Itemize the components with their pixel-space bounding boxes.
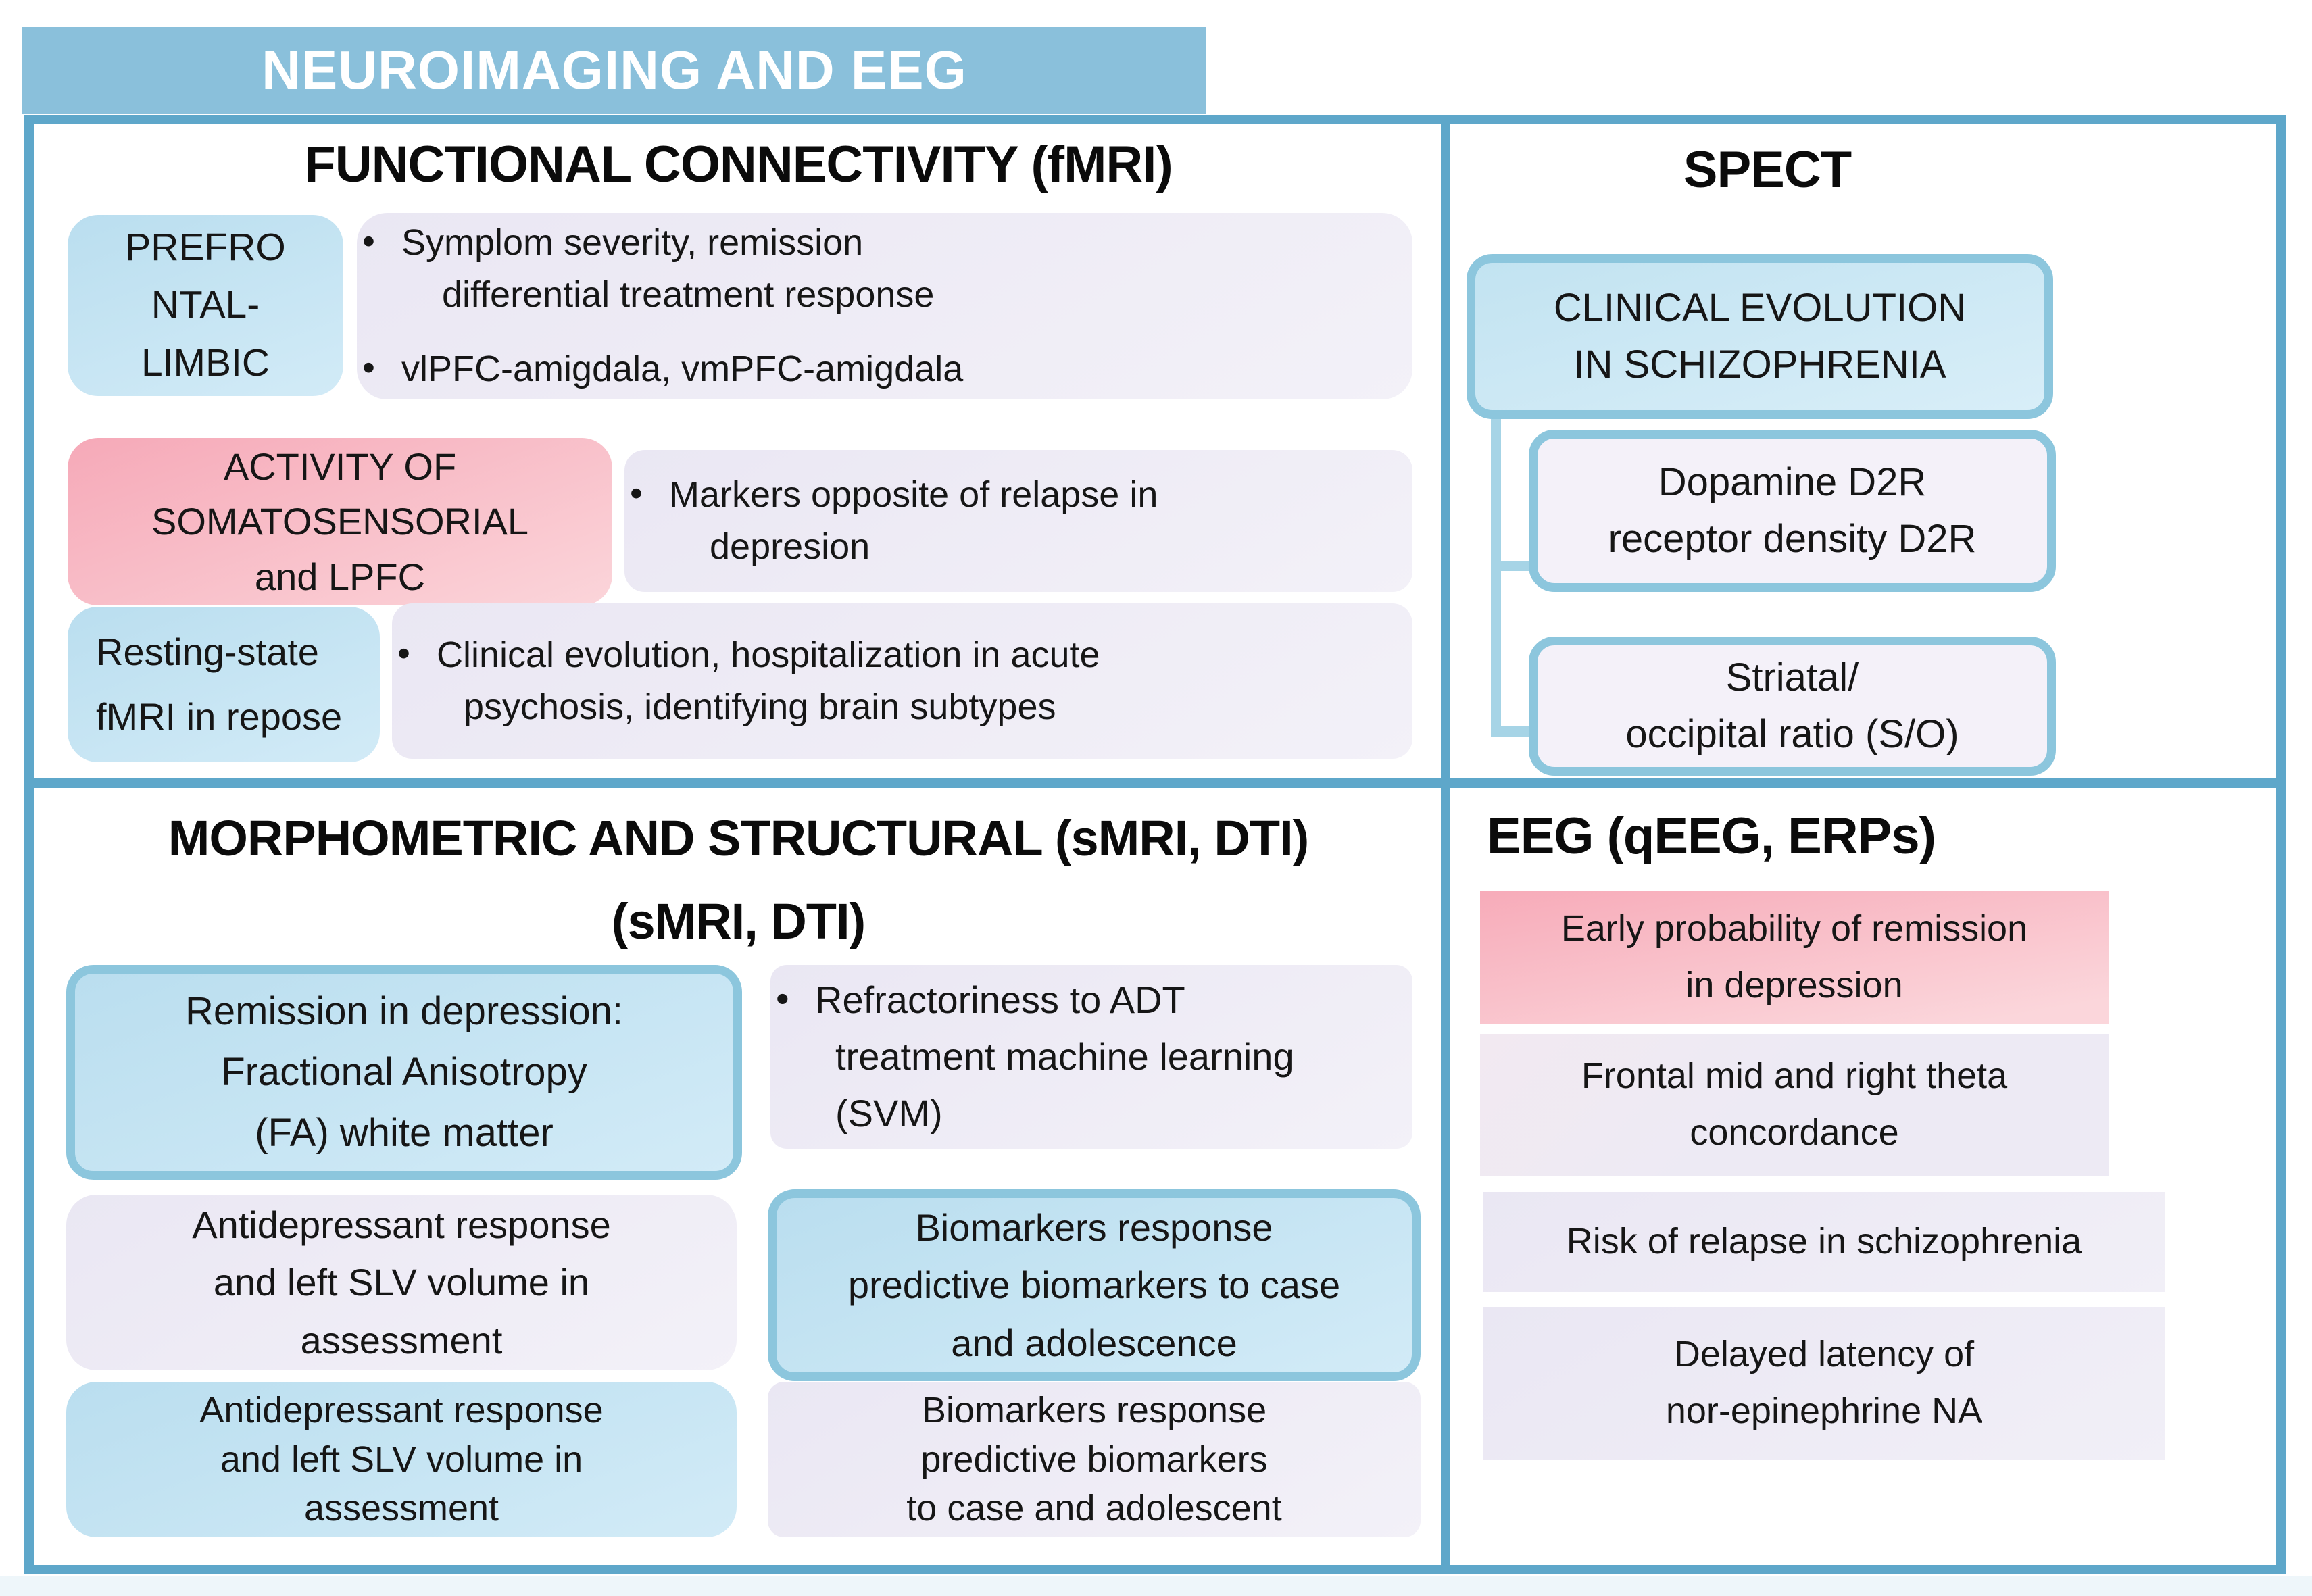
dopamine-d2r-box: Dopamine D2R receptor density D2R [1529,430,2056,592]
eeg-quadrant-title: EEG (qEEG, ERPs) [1487,807,1936,865]
remission-fractional-anisotropy-box: Remission in depression: Fractional Anisotropy (FA) white matter [66,965,742,1180]
horizontal-divider [24,778,2286,788]
antidepressant-slv-box-2: Antidepressant response and left SLV volume in assessment [66,1382,737,1537]
clinical-evolution-schizophrenia-box: CLINICAL EVOLUTION IN SCHIZOPHRENIA [1467,254,2053,419]
vertical-divider [1441,115,1450,1574]
frontal-theta-concordance-box: Frontal mid and right theta concordance [1480,1034,2109,1176]
morpho-quadrant-title: MORPHOMETRIC AND STRUCTURAL (sMRI, DTI) (sMRI, DTI) [168,810,1309,949]
striatal-occipital-ratio-box: Striatal/ occipital ratio (S/O) [1529,637,2056,776]
clinical-evolution-bullet: • Clinical evolution, hospitalization in acute psychosis, identifying brain subtypes [392,629,1100,732]
refractoriness-bullets-box [770,965,1412,1149]
header-bar [22,27,1206,114]
vlpfc-amygdala-bullet: • vlPFC-amigdala, vmPFC-amigdala [357,343,963,395]
biomarkers-response-box-2: Biomarkers response predictive biomarkers to case and adolescent [768,1382,1421,1537]
fmri-quadrant-title: FUNCTIONAL CONNECTIVITY (fMRI) [304,136,1173,193]
delayed-latency-box: Delayed latency of nor-epinephrine NA [1483,1307,2165,1460]
somatosensorial-activity-box: ACTIVITY OF SOMATOSENSORIAL and LPFC [68,438,612,605]
biomarkers-response-box-1: Biomarkers response predictive biomarkers to case and adolescence [768,1189,1421,1381]
fmri-row3-bullets-box [392,603,1412,759]
antidepressant-slv-box-1: Antidepressant response and left SLV volume in assessment [66,1195,737,1370]
refractoriness-adt-bullet: • Refractoriness to ADT treatment machine learning (SVM) [770,972,1294,1142]
early-remission-depression-box: Early probability of remission in depression [1480,891,2109,1024]
fmri-row1-bullets-box [357,213,1412,399]
resting-state-box: Resting-state fMRI in repose [68,607,380,762]
symptom-severity-bullet: • Symplom severity, remission differential treatment response [357,217,934,320]
prefrontal-limbic-box: PREFRO NTAL- LIMBIC [68,215,343,396]
markers-relapse-bullet: • Markers opposite of relapse in depresion [624,469,1158,572]
relapse-schizophrenia-risk-box: Risk of relapse in schizophrenia [1483,1192,2165,1292]
bottom-margin-strip [0,1576,2312,1596]
fmri-row2-bullets-box [624,450,1412,592]
spect-connector-line [1491,419,1501,737]
spect-quadrant-title: SPECT [1683,141,1852,199]
page-title: NEUROIMAGING AND EEG [262,40,967,100]
